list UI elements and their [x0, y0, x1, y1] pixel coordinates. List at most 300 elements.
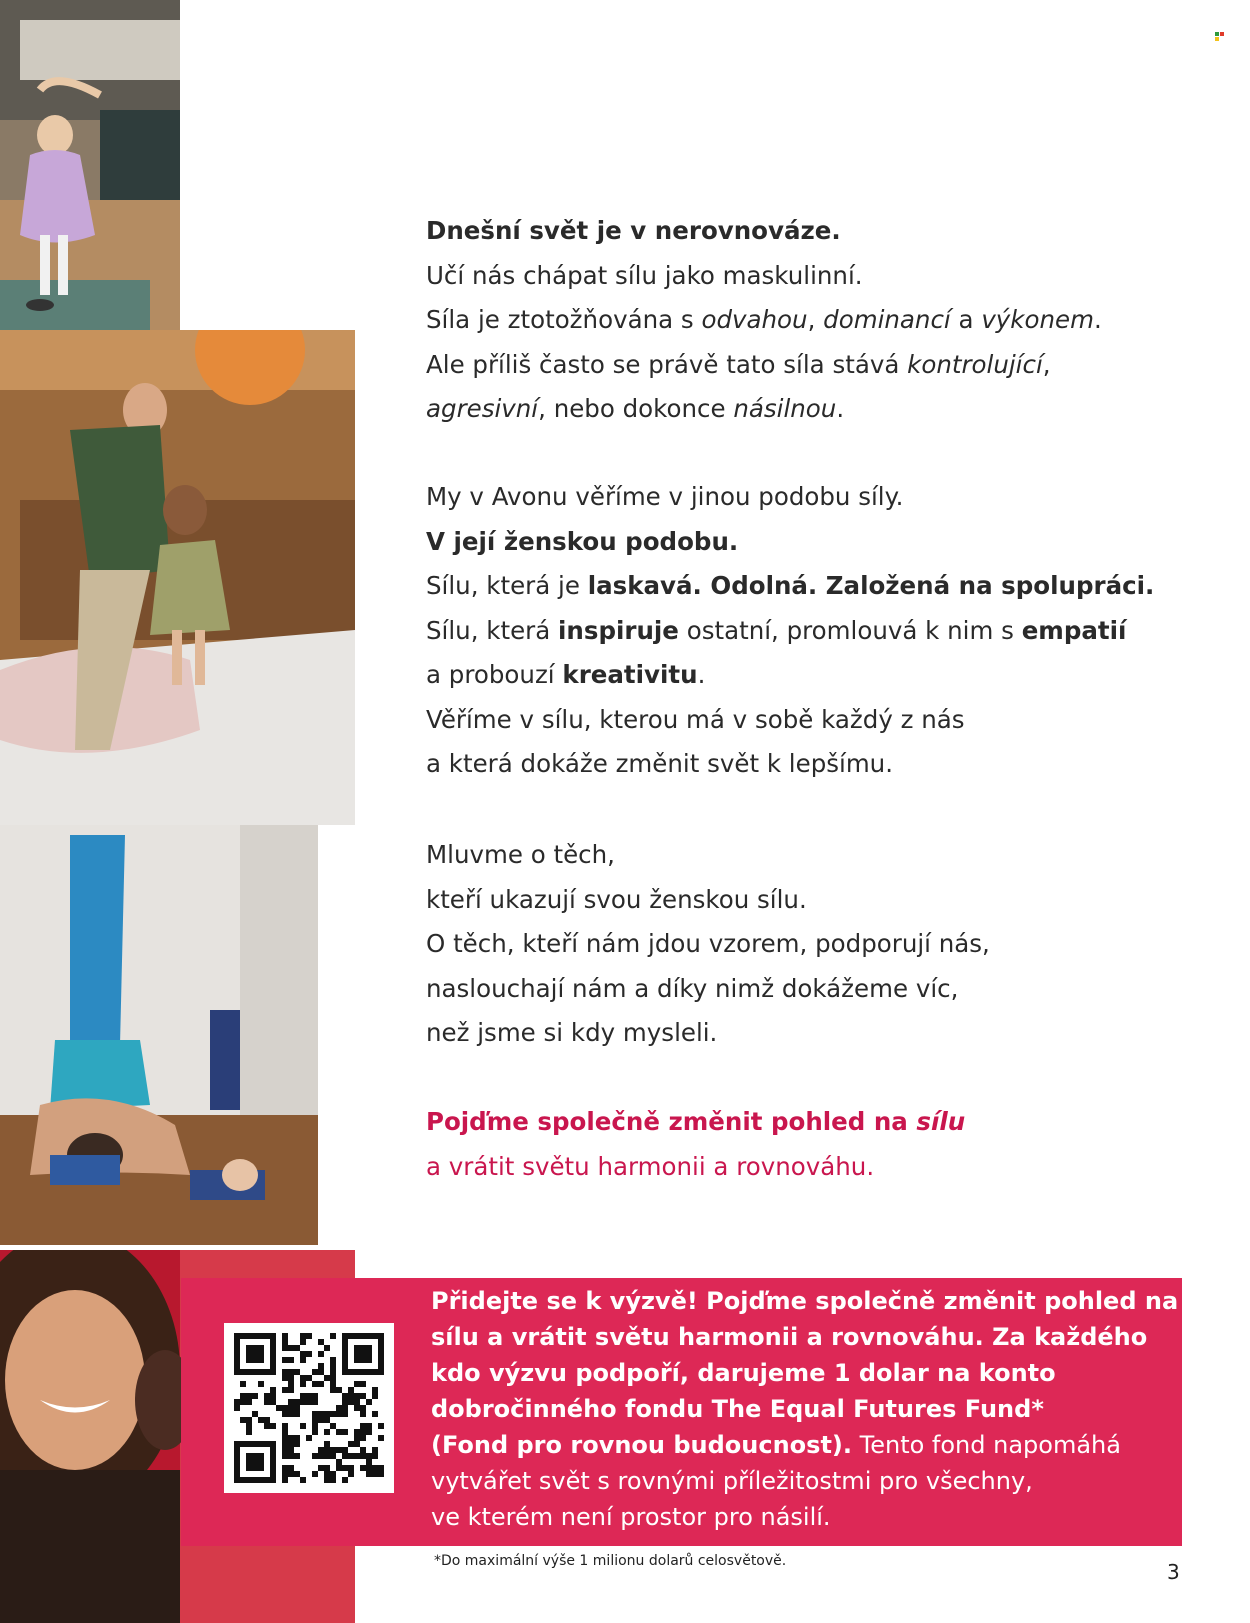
text-run: násilnou — [733, 394, 837, 423]
qr-module — [306, 1375, 312, 1381]
text-run: . — [697, 660, 706, 689]
text-run: kteří ukazují svou ženskou sílu. — [426, 884, 807, 914]
qr-module — [342, 1399, 348, 1405]
text-run: výkonem — [981, 305, 1094, 334]
qr-module — [324, 1345, 330, 1351]
qr-module — [360, 1357, 366, 1363]
qr-module — [330, 1369, 336, 1375]
text-run: (Fond pro rovnou budoucnost). — [431, 1431, 853, 1459]
qr-module — [360, 1381, 366, 1387]
qr-module — [336, 1387, 342, 1393]
qr-module — [294, 1345, 300, 1351]
qr-module — [366, 1429, 372, 1435]
qr-module — [312, 1381, 318, 1387]
text-line — [426, 653, 1186, 698]
text-run: a vrátit světu harmonii a rovnováhu. — [426, 1151, 875, 1181]
qr-module — [366, 1333, 372, 1339]
text-line — [431, 1499, 1171, 1535]
qr-module — [360, 1465, 366, 1471]
qr-module — [234, 1477, 240, 1483]
qr-module — [330, 1375, 336, 1381]
qr-module — [306, 1435, 312, 1441]
qr-module — [282, 1441, 288, 1447]
qr-module — [360, 1453, 366, 1459]
qr-module — [294, 1453, 300, 1459]
qr-module — [348, 1369, 354, 1375]
qr-module — [288, 1447, 294, 1453]
qr-module — [246, 1423, 252, 1429]
qr-module — [282, 1387, 288, 1393]
qr-module — [270, 1441, 276, 1447]
text-run: odvahou — [701, 305, 808, 334]
qr-module — [312, 1393, 318, 1399]
qr-module — [282, 1423, 288, 1429]
text-line — [426, 698, 1186, 743]
qr-module — [360, 1405, 366, 1411]
qr-module — [240, 1417, 246, 1423]
text-line — [431, 1391, 1171, 1427]
qr-module — [270, 1357, 276, 1363]
text-line — [431, 1355, 1171, 1391]
qr-module — [378, 1357, 384, 1363]
qr-module — [234, 1357, 240, 1363]
qr-module — [378, 1351, 384, 1357]
qr-module — [348, 1333, 354, 1339]
qr-module — [258, 1333, 264, 1339]
qr-module — [354, 1333, 360, 1339]
qr-module — [342, 1363, 348, 1369]
qr-module — [288, 1471, 294, 1477]
qr-module — [282, 1429, 288, 1435]
qr-module — [264, 1399, 270, 1405]
qr-module — [366, 1465, 372, 1471]
qr-module — [354, 1435, 360, 1441]
qr-module — [258, 1459, 264, 1465]
qr-module — [258, 1351, 264, 1357]
qr-module — [372, 1369, 378, 1375]
qr-module — [372, 1471, 378, 1477]
qr-module — [288, 1465, 294, 1471]
qr-module — [354, 1405, 360, 1411]
qr-module — [372, 1465, 378, 1471]
qr-module — [246, 1345, 252, 1351]
qr-module — [354, 1429, 360, 1435]
qr-module — [252, 1465, 258, 1471]
qr-module — [270, 1387, 276, 1393]
qr-module — [252, 1453, 258, 1459]
text-line — [431, 1283, 1179, 1319]
qr-module — [312, 1429, 318, 1435]
qr-module — [288, 1357, 294, 1363]
qr-module — [294, 1471, 300, 1477]
qr-module — [258, 1453, 264, 1459]
yoga-headstand-photo — [0, 825, 318, 1245]
qr-module — [354, 1399, 360, 1405]
qr-module — [240, 1393, 246, 1399]
qr-module — [252, 1345, 258, 1351]
qr-module — [282, 1357, 288, 1363]
qr-module — [258, 1417, 264, 1423]
text-line — [431, 1427, 1171, 1463]
qr-module — [348, 1471, 354, 1477]
text-run: ve kterém není prostor pro násilí. — [431, 1503, 831, 1531]
qr-module — [252, 1333, 258, 1339]
qr-module — [246, 1429, 252, 1435]
text-run: dominancí — [823, 305, 951, 334]
text-line — [426, 564, 1186, 609]
qr-module — [252, 1459, 258, 1465]
qr-module — [264, 1477, 270, 1483]
text-run: a probouzí — [426, 660, 563, 689]
qr-module — [264, 1441, 270, 1447]
qr-module — [234, 1465, 240, 1471]
qr-module — [246, 1399, 252, 1405]
qr-module — [372, 1393, 378, 1399]
qr-module — [318, 1381, 324, 1387]
qr-module — [234, 1447, 240, 1453]
text-run: , — [807, 305, 824, 334]
qr-module — [246, 1369, 252, 1375]
qr-module — [270, 1351, 276, 1357]
qr-module — [246, 1333, 252, 1339]
qr-module — [294, 1405, 300, 1411]
qr-module — [252, 1477, 258, 1483]
qr-module — [234, 1345, 240, 1351]
qr-module — [270, 1369, 276, 1375]
text-run: naslouchají nám a díky nimž dokážeme víc, — [426, 973, 959, 1003]
qr-module — [240, 1399, 246, 1405]
qr-module — [360, 1429, 366, 1435]
text-line — [426, 209, 1186, 254]
qr-module — [348, 1387, 354, 1393]
qr-module — [276, 1405, 282, 1411]
qr-module — [360, 1351, 366, 1357]
qr-module — [270, 1399, 276, 1405]
qr-module — [366, 1351, 372, 1357]
qr-module — [366, 1345, 372, 1351]
qr-module — [288, 1387, 294, 1393]
qr-module — [378, 1369, 384, 1375]
qr-module — [366, 1423, 372, 1429]
text-run: agresivní — [426, 394, 539, 423]
qr-module — [330, 1357, 336, 1363]
qr-module — [342, 1351, 348, 1357]
qr-module — [282, 1411, 288, 1417]
qr-module — [378, 1435, 384, 1441]
qr-module — [288, 1375, 294, 1381]
qr-module — [318, 1447, 324, 1453]
qr-module — [324, 1453, 330, 1459]
qr-module — [246, 1453, 252, 1459]
qr-module — [354, 1357, 360, 1363]
qr-module — [300, 1339, 306, 1345]
qr-module — [342, 1453, 348, 1459]
qr-module — [354, 1345, 360, 1351]
qr-module — [234, 1399, 240, 1405]
qr-module — [372, 1447, 378, 1453]
text-run: a která dokáže změnit svět k lepšímu. — [426, 749, 893, 778]
qr-module — [318, 1453, 324, 1459]
qr-module — [306, 1351, 312, 1357]
qr-module — [342, 1411, 348, 1417]
qr-module — [324, 1429, 330, 1435]
text-run: My v Avonu věříme v jinou podobu síly. — [426, 482, 904, 511]
qr-module — [234, 1471, 240, 1477]
qr-module — [306, 1399, 312, 1405]
qr-module — [270, 1333, 276, 1339]
qr-module — [240, 1369, 246, 1375]
qr-module — [306, 1333, 312, 1339]
qr-module — [324, 1411, 330, 1417]
qr-module — [282, 1369, 288, 1375]
qr-module — [288, 1453, 294, 1459]
text-run: Sílu, která — [426, 615, 559, 645]
qr-module — [378, 1339, 384, 1345]
qr-module — [354, 1381, 360, 1387]
qr-module — [258, 1369, 264, 1375]
challenge-text — [431, 1283, 1179, 1535]
qr-module — [378, 1345, 384, 1351]
challenge-box — [181, 1278, 1182, 1546]
qr-module — [264, 1333, 270, 1339]
qr-module — [342, 1345, 348, 1351]
qr-module — [258, 1381, 264, 1387]
text-line — [426, 922, 1186, 967]
qr-module — [270, 1339, 276, 1345]
text-line — [431, 1319, 1171, 1355]
qr-module — [294, 1441, 300, 1447]
text-line — [426, 254, 1186, 299]
text-run: ostatní, promlouvá k nim s — [678, 615, 1022, 645]
qr-module — [258, 1465, 264, 1471]
qr-module — [270, 1393, 276, 1399]
qr-module — [282, 1447, 288, 1453]
qr-module — [372, 1411, 378, 1417]
text-line — [426, 833, 1186, 878]
qr-module — [342, 1339, 348, 1345]
qr-module — [354, 1453, 360, 1459]
qr-module — [282, 1345, 288, 1351]
footnote: *Do maximální výše 1 milionu dolarů celosvětově. — [434, 1553, 787, 1569]
father-daughter-bed-photo — [0, 330, 355, 825]
qr-module — [348, 1393, 354, 1399]
qr-module — [300, 1477, 306, 1483]
qr-module — [300, 1423, 306, 1429]
qr-module — [324, 1441, 330, 1447]
qr-code-icon[interactable] — [224, 1323, 394, 1493]
text-run: sílu — [916, 1107, 966, 1136]
text-run: , — [1042, 349, 1051, 379]
qr-module — [348, 1441, 354, 1447]
text-line — [426, 1145, 1186, 1190]
qr-module — [360, 1411, 366, 1417]
qr-module — [330, 1453, 336, 1459]
qr-module — [270, 1471, 276, 1477]
qr-module — [282, 1471, 288, 1477]
qr-module — [330, 1447, 336, 1453]
qr-module — [270, 1447, 276, 1453]
qr-module — [252, 1351, 258, 1357]
qr-module — [360, 1423, 366, 1429]
qr-module — [312, 1453, 318, 1459]
text-line — [426, 298, 1186, 343]
text-run: Sílu, která je — [426, 571, 588, 600]
qr-module — [282, 1333, 288, 1339]
qr-module — [246, 1465, 252, 1471]
qr-module — [288, 1399, 294, 1405]
qr-module — [264, 1369, 270, 1375]
qr-module — [330, 1477, 336, 1483]
qr-module — [288, 1345, 294, 1351]
qr-module — [282, 1477, 288, 1483]
qr-module — [252, 1357, 258, 1363]
qr-module — [318, 1411, 324, 1417]
girl-ballet-photo — [0, 0, 180, 365]
qr-module — [288, 1441, 294, 1447]
qr-module — [240, 1477, 246, 1483]
qr-module — [336, 1459, 342, 1465]
qr-module — [252, 1441, 258, 1447]
qr-module — [300, 1375, 306, 1381]
qr-module — [300, 1357, 306, 1363]
qr-module — [378, 1333, 384, 1339]
qr-module — [258, 1441, 264, 1447]
text-run: než jsme si kdy mysleli. — [426, 1018, 718, 1047]
qr-module — [366, 1459, 372, 1465]
qr-module — [270, 1423, 276, 1429]
text-run: vytvářet svět s rovnými příležitostmi pro všechny, — [431, 1467, 1033, 1495]
qr-module — [372, 1333, 378, 1339]
page-number: 3 — [1167, 1560, 1180, 1584]
qr-module — [312, 1369, 318, 1375]
qr-module — [348, 1465, 354, 1471]
text-run: Síla je ztotožňována s — [426, 305, 702, 334]
intro-paragraph — [426, 209, 1186, 432]
qr-module — [288, 1435, 294, 1441]
qr-module — [366, 1357, 372, 1363]
qr-module — [312, 1471, 318, 1477]
qr-module — [324, 1375, 330, 1381]
qr-module — [288, 1381, 294, 1387]
qr-module — [372, 1387, 378, 1393]
text-run: empatií — [1021, 615, 1127, 645]
text-line — [426, 609, 1186, 654]
qr-module — [360, 1435, 366, 1441]
qr-module — [252, 1369, 258, 1375]
qr-module — [336, 1429, 342, 1435]
qr-module — [240, 1381, 246, 1387]
qr-module — [360, 1345, 366, 1351]
qr-module — [288, 1411, 294, 1417]
qr-module — [378, 1423, 384, 1429]
qr-module — [342, 1477, 348, 1483]
text-run: laskavá. Odolná. Založená na spolupráci. — [587, 571, 1155, 600]
text-line — [426, 520, 1186, 565]
text-run: Tento fond napomáhá — [852, 1431, 1121, 1459]
qr-module — [288, 1369, 294, 1375]
qr-module — [342, 1429, 348, 1435]
qr-module — [234, 1369, 240, 1375]
qr-module — [330, 1363, 336, 1369]
qr-module — [246, 1477, 252, 1483]
qr-module — [330, 1381, 336, 1387]
qr-module — [330, 1387, 336, 1393]
text-run: dobročinného fondu The Equal Futures Fund* — [431, 1395, 1044, 1423]
qr-module — [300, 1351, 306, 1357]
text-run: kdo výzvu podpoří, darujeme 1 dolar na konto — [431, 1359, 1056, 1387]
qr-module — [372, 1453, 378, 1459]
qr-module — [336, 1447, 342, 1453]
qr-module — [330, 1411, 336, 1417]
qr-module — [258, 1357, 264, 1363]
text-run: a — [950, 305, 982, 334]
qr-module — [234, 1459, 240, 1465]
qr-module — [312, 1399, 318, 1405]
qr-module — [342, 1369, 348, 1375]
qr-module — [252, 1393, 258, 1399]
text-run: Učí nás chápat sílu jako maskulinní. — [426, 260, 863, 290]
text-line — [426, 742, 1186, 787]
qr-module — [378, 1471, 384, 1477]
qr-module — [360, 1393, 366, 1399]
call-to-action-heading — [426, 1100, 1186, 1189]
text-run: Dnešní svět je v nerovnováze. — [426, 216, 841, 245]
qr-module — [294, 1369, 300, 1375]
text-run: . — [1093, 305, 1102, 334]
text-line — [426, 1100, 1186, 1145]
qr-module — [246, 1459, 252, 1465]
qr-module — [246, 1417, 252, 1423]
qr-module — [318, 1369, 324, 1375]
qr-module — [354, 1351, 360, 1357]
qr-module — [318, 1339, 324, 1345]
qr-module — [264, 1393, 270, 1399]
qr-module — [360, 1333, 366, 1339]
qr-module — [348, 1453, 354, 1459]
qr-module — [234, 1351, 240, 1357]
qr-module — [234, 1363, 240, 1369]
qr-module — [366, 1369, 372, 1375]
qr-module — [246, 1357, 252, 1363]
qr-module — [342, 1393, 348, 1399]
qr-module — [378, 1465, 384, 1471]
belief-paragraph — [426, 475, 1186, 787]
qr-module — [318, 1363, 324, 1369]
qr-module — [240, 1441, 246, 1447]
qr-module — [294, 1435, 300, 1441]
qr-module — [282, 1435, 288, 1441]
qr-module — [324, 1417, 330, 1423]
qr-module — [258, 1345, 264, 1351]
text-run: Mluvme o těch, — [426, 840, 615, 869]
qr-module — [288, 1405, 294, 1411]
qr-module — [270, 1363, 276, 1369]
qr-module — [270, 1459, 276, 1465]
qr-module — [378, 1363, 384, 1369]
qr-module — [366, 1453, 372, 1459]
qr-module — [342, 1357, 348, 1363]
qr-module — [354, 1393, 360, 1399]
text-line — [426, 967, 1186, 1012]
qr-module — [342, 1465, 348, 1471]
qr-module — [234, 1453, 240, 1459]
text-run: Věříme v sílu, kterou má v sobě každý z nás — [426, 704, 965, 734]
text-run: Ale příliš často se právě tato síla stává — [426, 349, 908, 379]
text-line — [426, 1011, 1186, 1056]
qr-module — [324, 1447, 330, 1453]
text-run: Přidejte se k výzvě! Pojďme společně změnit pohled na — [431, 1287, 1179, 1315]
text-run: . — [836, 394, 845, 423]
